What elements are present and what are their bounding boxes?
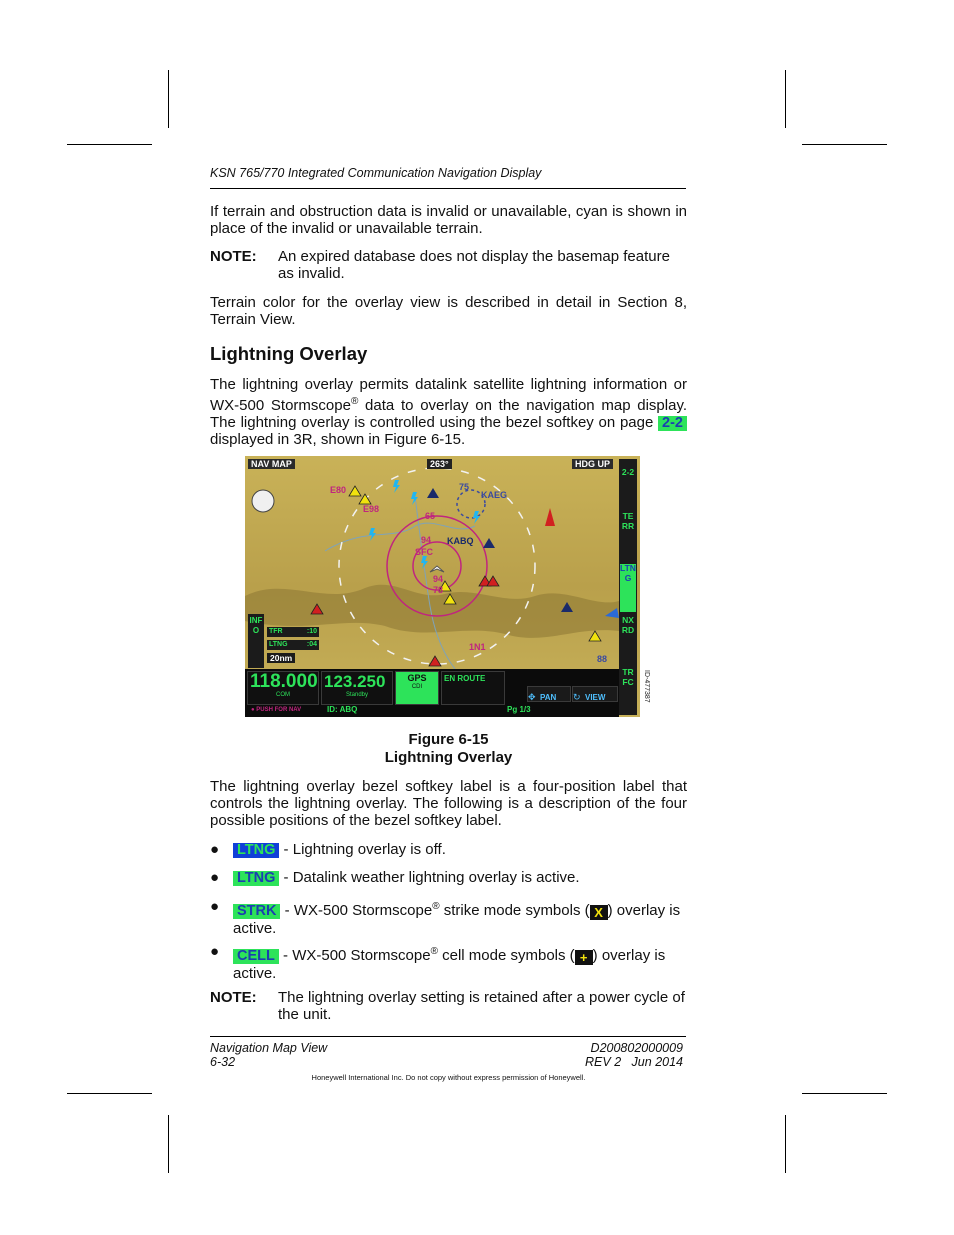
paragraph-softkey-label: The lightning overlay bezel softkey label is a four-position label that controls the lightning overlay. The following is a description of the four possible positions of the bezel softkey label. — [210, 778, 687, 829]
cell-chip: CELL — [233, 949, 279, 964]
ltng-off-chip: LTNG — [233, 843, 279, 858]
running-header: KSN 765/770 Integrated Communication Navigation Display — [210, 166, 542, 180]
softkey-terr[interactable]: TERR — [621, 511, 635, 531]
note-text: The lightning overlay setting is retained after a power cycle of the unit. — [278, 989, 685, 1023]
crop-mark — [67, 1093, 152, 1094]
map-label: 94 — [421, 535, 432, 545]
id-readout: ID: ABQ — [327, 705, 358, 714]
gps-cdi-box[interactable] — [395, 671, 439, 705]
pan-button[interactable] — [527, 686, 571, 702]
ltng-value: :04 — [306, 641, 317, 648]
push-for-nav-label: PUSH FOR NAV — [256, 707, 302, 713]
paragraph-text: The lightning overlay permits datalink satellite lightning information or WX-500 Stormscope — [210, 376, 687, 414]
header-rule — [210, 188, 686, 189]
standby-frequency: 123.250 — [324, 672, 386, 691]
copyright-notice: Honeywell International Inc. Do not copy without express permission of Honeywell. — [311, 1073, 586, 1082]
crop-mark — [168, 70, 169, 128]
pan-icon: ✥ — [528, 692, 536, 702]
cell-symbol: + — [575, 950, 593, 965]
paragraph-text: data to overlay on the navigation map display. The lightning overlay is controlled using the bezel softkey on page — [210, 397, 688, 431]
tfr-tag — [267, 627, 319, 637]
hdg-up-tag: HDG UP — [572, 459, 613, 469]
bullet-text: strike mode symbols ( — [439, 902, 590, 919]
bullet-text: - Lightning overlay is off. — [279, 841, 446, 858]
footer-doc-number: D200802000009 — [590, 1041, 683, 1055]
push-for-nav — [251, 707, 301, 713]
map-label: 78 — [433, 585, 444, 595]
registered-mark: ® — [430, 946, 438, 957]
softkey-trfc[interactable]: TRFC — [622, 667, 634, 687]
ltng-on-chip: LTNG — [233, 871, 279, 886]
tfr-label: TFR — [269, 628, 283, 635]
softkey-ltng[interactable]: LTNG — [620, 564, 636, 612]
com-label: COM — [276, 692, 290, 698]
crop-mark — [785, 1115, 786, 1173]
map-label: 88 — [597, 654, 608, 664]
section-heading: Lightning Overlay — [210, 343, 368, 364]
lightning-overlay-screenshot — [245, 456, 640, 717]
map-label: 65 — [425, 511, 436, 521]
standby-box[interactable] — [321, 671, 393, 705]
view-button[interactable] — [572, 686, 618, 702]
dot-icon: ● — [251, 707, 255, 713]
map-label: KAEG — [481, 490, 508, 500]
registered-mark: ® — [432, 901, 440, 912]
map-label: E98 — [363, 504, 380, 514]
footer-left — [210, 1041, 327, 1069]
page-indicator: Pg 1/3 — [507, 705, 531, 714]
figure-number: Figure 6-15 — [408, 731, 489, 748]
bullet-text: - Datalink weather lightning overlay is active. — [279, 869, 580, 886]
softkey-nxrd[interactable]: NXRD — [621, 615, 635, 635]
footer-page-number: 6-32 — [210, 1055, 236, 1069]
strike-symbol: X — [590, 905, 608, 920]
nav-map-tag: NAV MAP — [248, 459, 295, 469]
bullet-dot: ● — [210, 841, 220, 858]
softkey-page-chip: 2-2 — [658, 416, 687, 431]
paragraph-lightning-intro — [210, 376, 687, 448]
paragraph-text: displayed in 3R, shown in Figure 6-15. — [210, 431, 466, 448]
bullet-dot: ● — [210, 943, 220, 960]
map-label: 94 — [433, 574, 444, 584]
paragraph-terrain-color: Terrain color for the overlay view is described in detail in Section 8, Terrain View. — [210, 294, 687, 328]
bullet-text: - WX-500 Stormscope — [278, 947, 431, 964]
softkey-2-2[interactable]: 2-2 — [621, 467, 635, 477]
bullet-ltng-off — [233, 841, 687, 858]
bullet-text: ) overlay is active. — [233, 947, 666, 982]
heading-readout: 263° — [427, 459, 452, 469]
bullet-dot: ● — [210, 898, 220, 915]
map-label: KABQ — [447, 536, 474, 546]
ltng-label: LTNG — [269, 641, 288, 648]
paragraph-terrain-invalid: If terrain and obstruction data is invalid or unavailable, cyan is shown in place of the invalid or unavailable terrain. — [210, 203, 687, 237]
map-label: SFC — [415, 547, 433, 557]
cdi-label: CDI — [411, 684, 423, 690]
compass-rose-icon — [252, 490, 274, 512]
footer-revision: REV 2 Jun 2014 — [585, 1055, 683, 1069]
map-label: E80 — [330, 485, 347, 495]
crop-mark — [802, 144, 887, 145]
range-tag: 20nm — [267, 653, 295, 663]
map-label: 75 — [459, 482, 470, 492]
view-label: VIEW — [585, 693, 606, 702]
en-route-label: EN ROUTE — [444, 674, 486, 683]
crop-mark — [67, 144, 152, 145]
footer-section: Navigation Map View — [210, 1041, 328, 1055]
footer-right — [520, 1041, 683, 1069]
image-id: ID-477387 — [643, 670, 650, 703]
bullet-ltng-datalink — [233, 869, 687, 886]
com-frequency: 118.000 — [250, 671, 318, 692]
note-text: An expired database does not display the basemap feature as invalid. — [278, 248, 670, 282]
standby-label: Standby — [345, 692, 369, 698]
ltng-tag — [267, 640, 319, 650]
figure-title: Lightning Overlay — [384, 749, 513, 766]
com-box[interactable] — [247, 671, 319, 705]
map-label: 1N1 — [469, 642, 486, 652]
crop-mark — [802, 1093, 887, 1094]
rotate-icon: ↻ — [573, 692, 581, 702]
strk-chip: STRK — [233, 904, 280, 919]
en-route-box — [441, 671, 505, 705]
info-softkey: INFO — [248, 614, 264, 668]
bullet-text: ) overlay is active. — [233, 902, 681, 937]
gps-label: GPS — [407, 673, 427, 683]
bullet-cell — [233, 943, 687, 982]
bullet-text: - WX-500 Stormscope — [280, 902, 433, 919]
pan-label: PAN — [540, 693, 557, 702]
crop-mark — [168, 1115, 169, 1173]
footer-rule — [210, 1036, 686, 1037]
bullet-strk — [233, 898, 687, 937]
registered-mark: ® — [350, 396, 359, 407]
tfr-value: :10 — [306, 628, 317, 635]
bullet-dot: ● — [210, 869, 220, 886]
bullet-text: cell mode symbols ( — [437, 947, 575, 964]
note-label: NOTE: — [210, 989, 257, 1006]
note-label: NOTE: — [210, 248, 257, 265]
crop-mark — [785, 70, 786, 128]
